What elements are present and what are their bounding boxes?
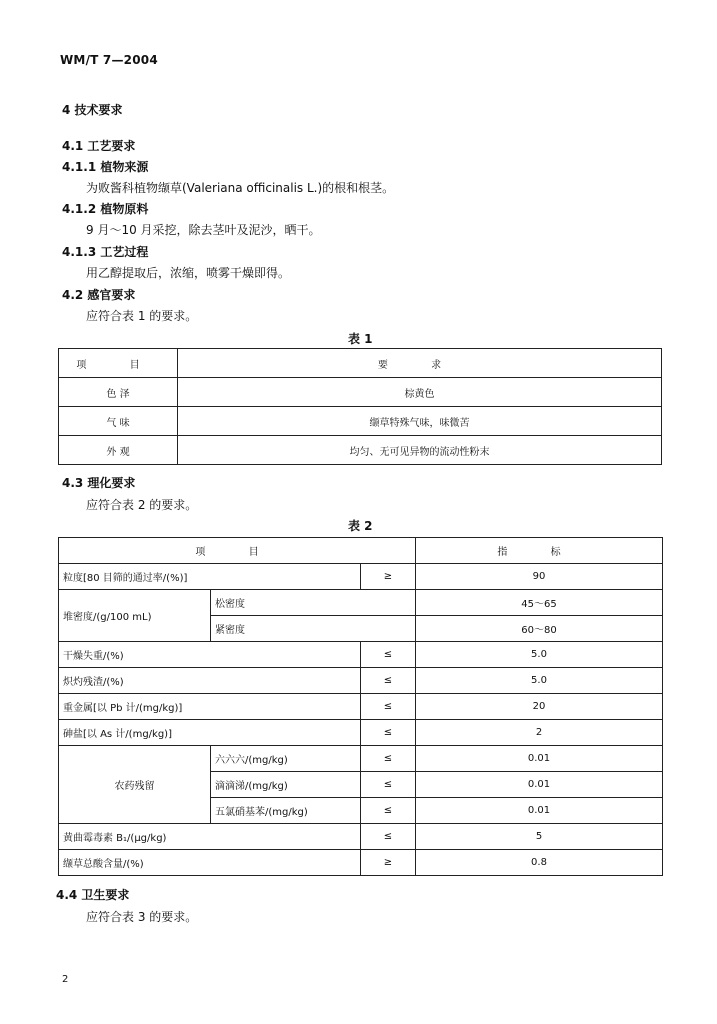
table-2-head-index: 指 标 xyxy=(416,538,663,564)
table-2-caption: 表 2 xyxy=(348,519,373,533)
section-4-4-heading: 4.4 卫生要求 xyxy=(56,888,130,902)
section-4-1-2-text: 9 月～10 月采挖，除去茎叶及泥沙，晒干。 xyxy=(86,223,321,237)
table-1-head-requirement: 要 求 xyxy=(178,349,662,378)
bhc-label: 六六六/(mg/kg) xyxy=(211,746,361,772)
table-2 xyxy=(58,537,663,876)
fineness-label: 粒度[80 目筛的通过率/(%)] xyxy=(59,564,361,590)
ddt-operator: ≤ xyxy=(361,772,416,798)
table-1-caption: 表 1 xyxy=(348,332,373,346)
document-code: WM/T 7—2004 xyxy=(60,53,158,67)
pcnb-label: 五氯硝基苯/(mg/kg) xyxy=(211,798,361,824)
bhc-operator: ≤ xyxy=(361,746,416,772)
dry-loss-operator: ≤ xyxy=(361,642,416,668)
section-4-heading: 4 技术要求 xyxy=(62,103,123,117)
table-row xyxy=(59,746,663,772)
table-row xyxy=(59,407,662,436)
loose-density-value: 45～65 xyxy=(416,590,663,616)
heavy-metal-operator: ≤ xyxy=(361,694,416,720)
dry-loss-label: 干燥失重/(%) xyxy=(59,642,361,668)
tapped-density-value: 60～80 xyxy=(416,616,663,642)
table-row xyxy=(59,436,662,465)
ignition-residue-label: 炽灼残渣/(%) xyxy=(59,668,361,694)
section-4-1-3-heading: 4.1.3 工艺过程 xyxy=(62,245,149,259)
page-number: 2 xyxy=(62,974,69,985)
section-4-4-text: 应符合表 3 的要求。 xyxy=(86,910,198,924)
arsenic-value: 2 xyxy=(416,720,663,746)
ignition-residue-value: 5.0 xyxy=(416,668,663,694)
valerenic-acid-operator: ≥ xyxy=(361,850,416,876)
table-row xyxy=(59,850,663,876)
table-row xyxy=(59,720,663,746)
table-1-header-row xyxy=(59,349,662,378)
heavy-metal-label: 重金属[以 Pb 计/(mg/kg)] xyxy=(59,694,361,720)
table-1-item: 外 观 xyxy=(59,436,178,465)
valerenic-acid-value: 0.8 xyxy=(416,850,663,876)
ddt-label: 滴滴涕/(mg/kg) xyxy=(211,772,361,798)
aflatoxin-operator: ≤ xyxy=(361,824,416,850)
table-row xyxy=(59,590,663,616)
section-4-1-1-heading: 4.1.1 植物来源 xyxy=(62,160,149,174)
section-4-1-3-text: 用乙醇提取后，浓缩，喷雾干燥即得。 xyxy=(86,266,291,280)
pesticide-residue-label: 农药残留 xyxy=(59,746,211,824)
arsenic-label: 砷盐[以 As 计/(mg/kg)] xyxy=(59,720,361,746)
section-4-1-2-heading: 4.1.2 植物原料 xyxy=(62,202,149,216)
heavy-metal-value: 20 xyxy=(416,694,663,720)
section-4-2-heading: 4.2 感官要求 xyxy=(62,288,136,302)
bhc-value: 0.01 xyxy=(416,746,663,772)
section-4-2-text: 应符合表 1 的要求。 xyxy=(86,309,198,323)
table-1-requirement: 均匀、无可见异物的流动性粉末 xyxy=(178,436,662,465)
table-1-requirement: 缬草特殊气味，味微苦 xyxy=(178,407,662,436)
table-1-item: 色 泽 xyxy=(59,378,178,407)
fineness-value: 90 xyxy=(416,564,663,590)
valerenic-acid-label: 缬草总酸含量/(%) xyxy=(59,850,361,876)
section-4-3-heading: 4.3 理化要求 xyxy=(62,476,136,490)
dry-loss-value: 5.0 xyxy=(416,642,663,668)
tapped-density-label: 紧密度 xyxy=(211,616,416,642)
table-1-head-item: 项 目 xyxy=(59,349,178,378)
section-4-3-text: 应符合表 2 的要求。 xyxy=(86,498,198,512)
table-1-item: 气 味 xyxy=(59,407,178,436)
table-2-header-row xyxy=(59,538,663,564)
arsenic-operator: ≤ xyxy=(361,720,416,746)
fineness-operator: ≥ xyxy=(361,564,416,590)
table-row xyxy=(59,642,663,668)
table-row xyxy=(59,824,663,850)
table-1 xyxy=(58,348,662,465)
aflatoxin-label: 黄曲霉毒素 B₁/(μg/kg) xyxy=(59,824,361,850)
bulk-density-label: 堆密度/(g/100 mL) xyxy=(59,590,211,642)
aflatoxin-value: 5 xyxy=(416,824,663,850)
table-2-head-item: 项 目 xyxy=(59,538,416,564)
table-row xyxy=(59,564,663,590)
section-4-1-heading: 4.1 工艺要求 xyxy=(62,139,136,153)
table-1-requirement: 棕黄色 xyxy=(178,378,662,407)
ignition-residue-operator: ≤ xyxy=(361,668,416,694)
section-4-1-1-text: 为败酱科植物缬草(Valeriana officinalis L.)的根和根茎。 xyxy=(86,181,395,195)
table-row xyxy=(59,378,662,407)
pcnb-value: 0.01 xyxy=(416,798,663,824)
table-row xyxy=(59,694,663,720)
table-row xyxy=(59,668,663,694)
pcnb-operator: ≤ xyxy=(361,798,416,824)
loose-density-label: 松密度 xyxy=(211,590,416,616)
ddt-value: 0.01 xyxy=(416,772,663,798)
